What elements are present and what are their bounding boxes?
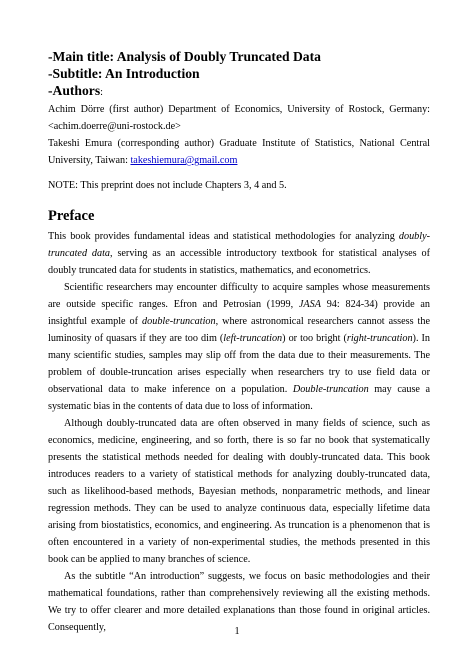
author-2-email-link[interactable]: takeshiemura@gmail.com	[130, 155, 238, 166]
p1-text-c: , serving as an accessible introductory textbook for statistical analyses of doubly truncated data for students in statistics, mathematics, and econometrics.	[48, 248, 430, 276]
subtitle: -Subtitle: An Introduction	[48, 66, 200, 81]
p2-text-g: ) or too bright (	[282, 333, 347, 344]
p1-text-a: This book provides fundamental ideas and statistical methodologies for analyzing	[48, 231, 399, 242]
preface-heading: Preface	[48, 208, 95, 224]
preface-paragraph-1	[48, 228, 430, 279]
p2-text-i: ). In many scientific studies, samples may slip off from the data due to their measurements. The problem of double-truncation arises especially when researchers try to use field data or observational data to make inference on a population.	[48, 333, 430, 395]
p2-italic-h: right-truncation	[346, 333, 413, 344]
authors-heading-line	[48, 82, 430, 101]
author-2-affiliation: Takeshi Emura (corresponding author) Graduate Institute of Statistics, National Central University, Taiwan:	[48, 138, 430, 166]
preface-paragraph-3: Although doubly-truncated data are often observed in many fields of science, such as economics, medicine, engineering, and so forth, there is so far no book that systematically presents the statistical methods needed for dealing with doubly-truncated data. This book introduces readers to a variety of statistical methods for analyzing doubly-truncated data, such as likelihood-based methods, Bayesian methods, nonparametric methods, and linear regression methods. They can be used to analyze continuous data, especially lifetime data arising from biostatistics, economics, and engineering. As truncation is a phenomenon that is often encountered in a variety of non-experimental studies, the methods presented in this book can be applied to many branches of science.	[48, 418, 430, 565]
preface-paragraph-2	[48, 279, 430, 415]
main-title: -Main title: Analysis of Doubly Truncated Data	[48, 49, 321, 64]
preface-paragraph-4: As the subtitle “An introduction” suggests, we focus on basic methodologies and their mathematical foundations, rather than comprehensively reviewing all the existing methods. We try to offer clearer and more detailed explanations than those found in original articles. Consequently,	[48, 571, 430, 633]
document-page	[48, 48, 430, 636]
p2-text-k: may cause a systematic bias in the contents of data due to loss of information.	[48, 384, 430, 412]
author-1: Achim Dörre (first author) Department of Economics, University of Rostock, Germany: <achim.doerre@uni-rostock.de>	[48, 104, 430, 132]
p2-italic-b: JASA	[298, 299, 321, 310]
preprint-note: NOTE: This preprint does not include Chapters 3, 4 and 5.	[48, 180, 287, 191]
page-number: 1	[234, 626, 240, 637]
p2-text-a: Scientific researchers may encounter difficulty to acquire samples whose measurements are outside specific ranges. Efron and Petrosian (1999,	[48, 282, 430, 310]
p2-italic-f: left-truncation	[223, 333, 283, 344]
p2-text-c: 94: 824-34) provide an insightful example of	[48, 299, 430, 327]
authors-heading: -Authors	[48, 83, 101, 98]
authors-colon: :	[100, 87, 103, 98]
p2-italic-j: Double-truncation	[292, 384, 369, 395]
p2-italic-d: double-truncation	[142, 316, 216, 327]
p1-italic-b: doubly-truncated data	[48, 231, 430, 259]
author-2	[48, 135, 430, 169]
p2-text-e: , where astronomical researchers cannot assess the luminosity of quasars if they are too dim (	[48, 316, 430, 344]
